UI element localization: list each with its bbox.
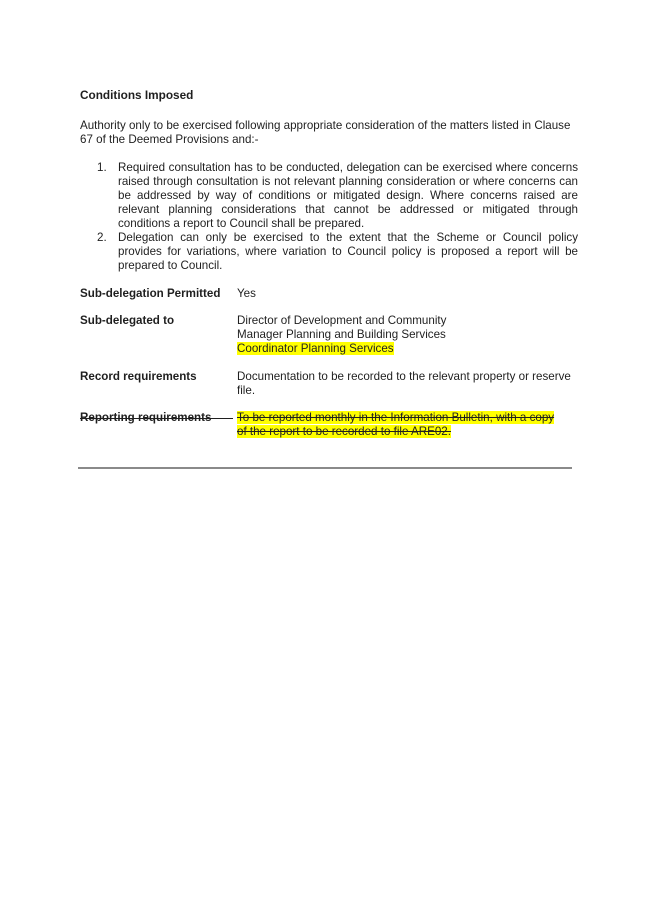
field-label: Sub-delegated to	[80, 314, 175, 327]
field-row-sub-delegated-to	[80, 314, 578, 357]
intro-paragraph: Authority only to be exercised following appropriate consideration of the matters listed in Clause 67 of the Deemed Provisions and:-	[80, 119, 571, 146]
field-row-reporting-requirements	[80, 411, 578, 440]
sub-delegate-line: Manager Planning and Building Services	[237, 328, 446, 341]
sub-delegate-line: Director of Development and Community	[237, 314, 447, 327]
highlighted-struck-text: To be reported monthly in the Information Bulletin, with a copy	[237, 410, 555, 424]
field-row-sub-delegation-permitted	[80, 287, 578, 301]
field-row-record-requirements	[80, 370, 578, 398]
reporting-requirements-line	[237, 411, 578, 426]
page-title: Conditions Imposed	[80, 88, 194, 102]
field-value	[237, 411, 578, 440]
list-item	[80, 231, 578, 273]
list-item	[80, 161, 578, 231]
horizontal-rule	[78, 467, 572, 469]
field-label-struck: Reporting requirements	[80, 411, 237, 425]
field-value: Yes	[237, 287, 256, 300]
field-label: Sub-delegation Permitted	[80, 287, 221, 300]
list-item-text: Delegation can only be exercised to the extent that the Scheme or Council policy provides for variations, where variation to Council policy is proposed a report will be prepared to Council.	[118, 231, 578, 272]
record-requirements-line: Documentation to be recorded to the relevant property or reserve	[237, 369, 571, 383]
list-item-number: 1.	[97, 161, 107, 174]
reporting-requirements-line	[237, 425, 578, 440]
list-item-text: Required consultation has to be conducted, delegation can be exercised where concerns raised through consultation is not relevant planning consideration or where concerns can be addressed by way of conditions or mitigated design. Where concerns raised are relevant planning considerations that cannot be addressed or mitigated through conditions a report to Council shall be prepared.	[118, 161, 578, 230]
highlighted-text: Coordinator Planning Services	[237, 342, 394, 355]
sub-delegate-line-highlighted	[237, 342, 578, 357]
list-item-number: 2.	[97, 231, 107, 244]
field-value	[237, 370, 578, 398]
conditions-list	[80, 161, 578, 273]
field-value	[237, 314, 578, 357]
field-label: Record requirements	[80, 369, 197, 383]
highlighted-struck-text: of the report to be recorded to file ARE02.	[237, 425, 451, 438]
record-requirements-line: file.	[237, 383, 256, 397]
